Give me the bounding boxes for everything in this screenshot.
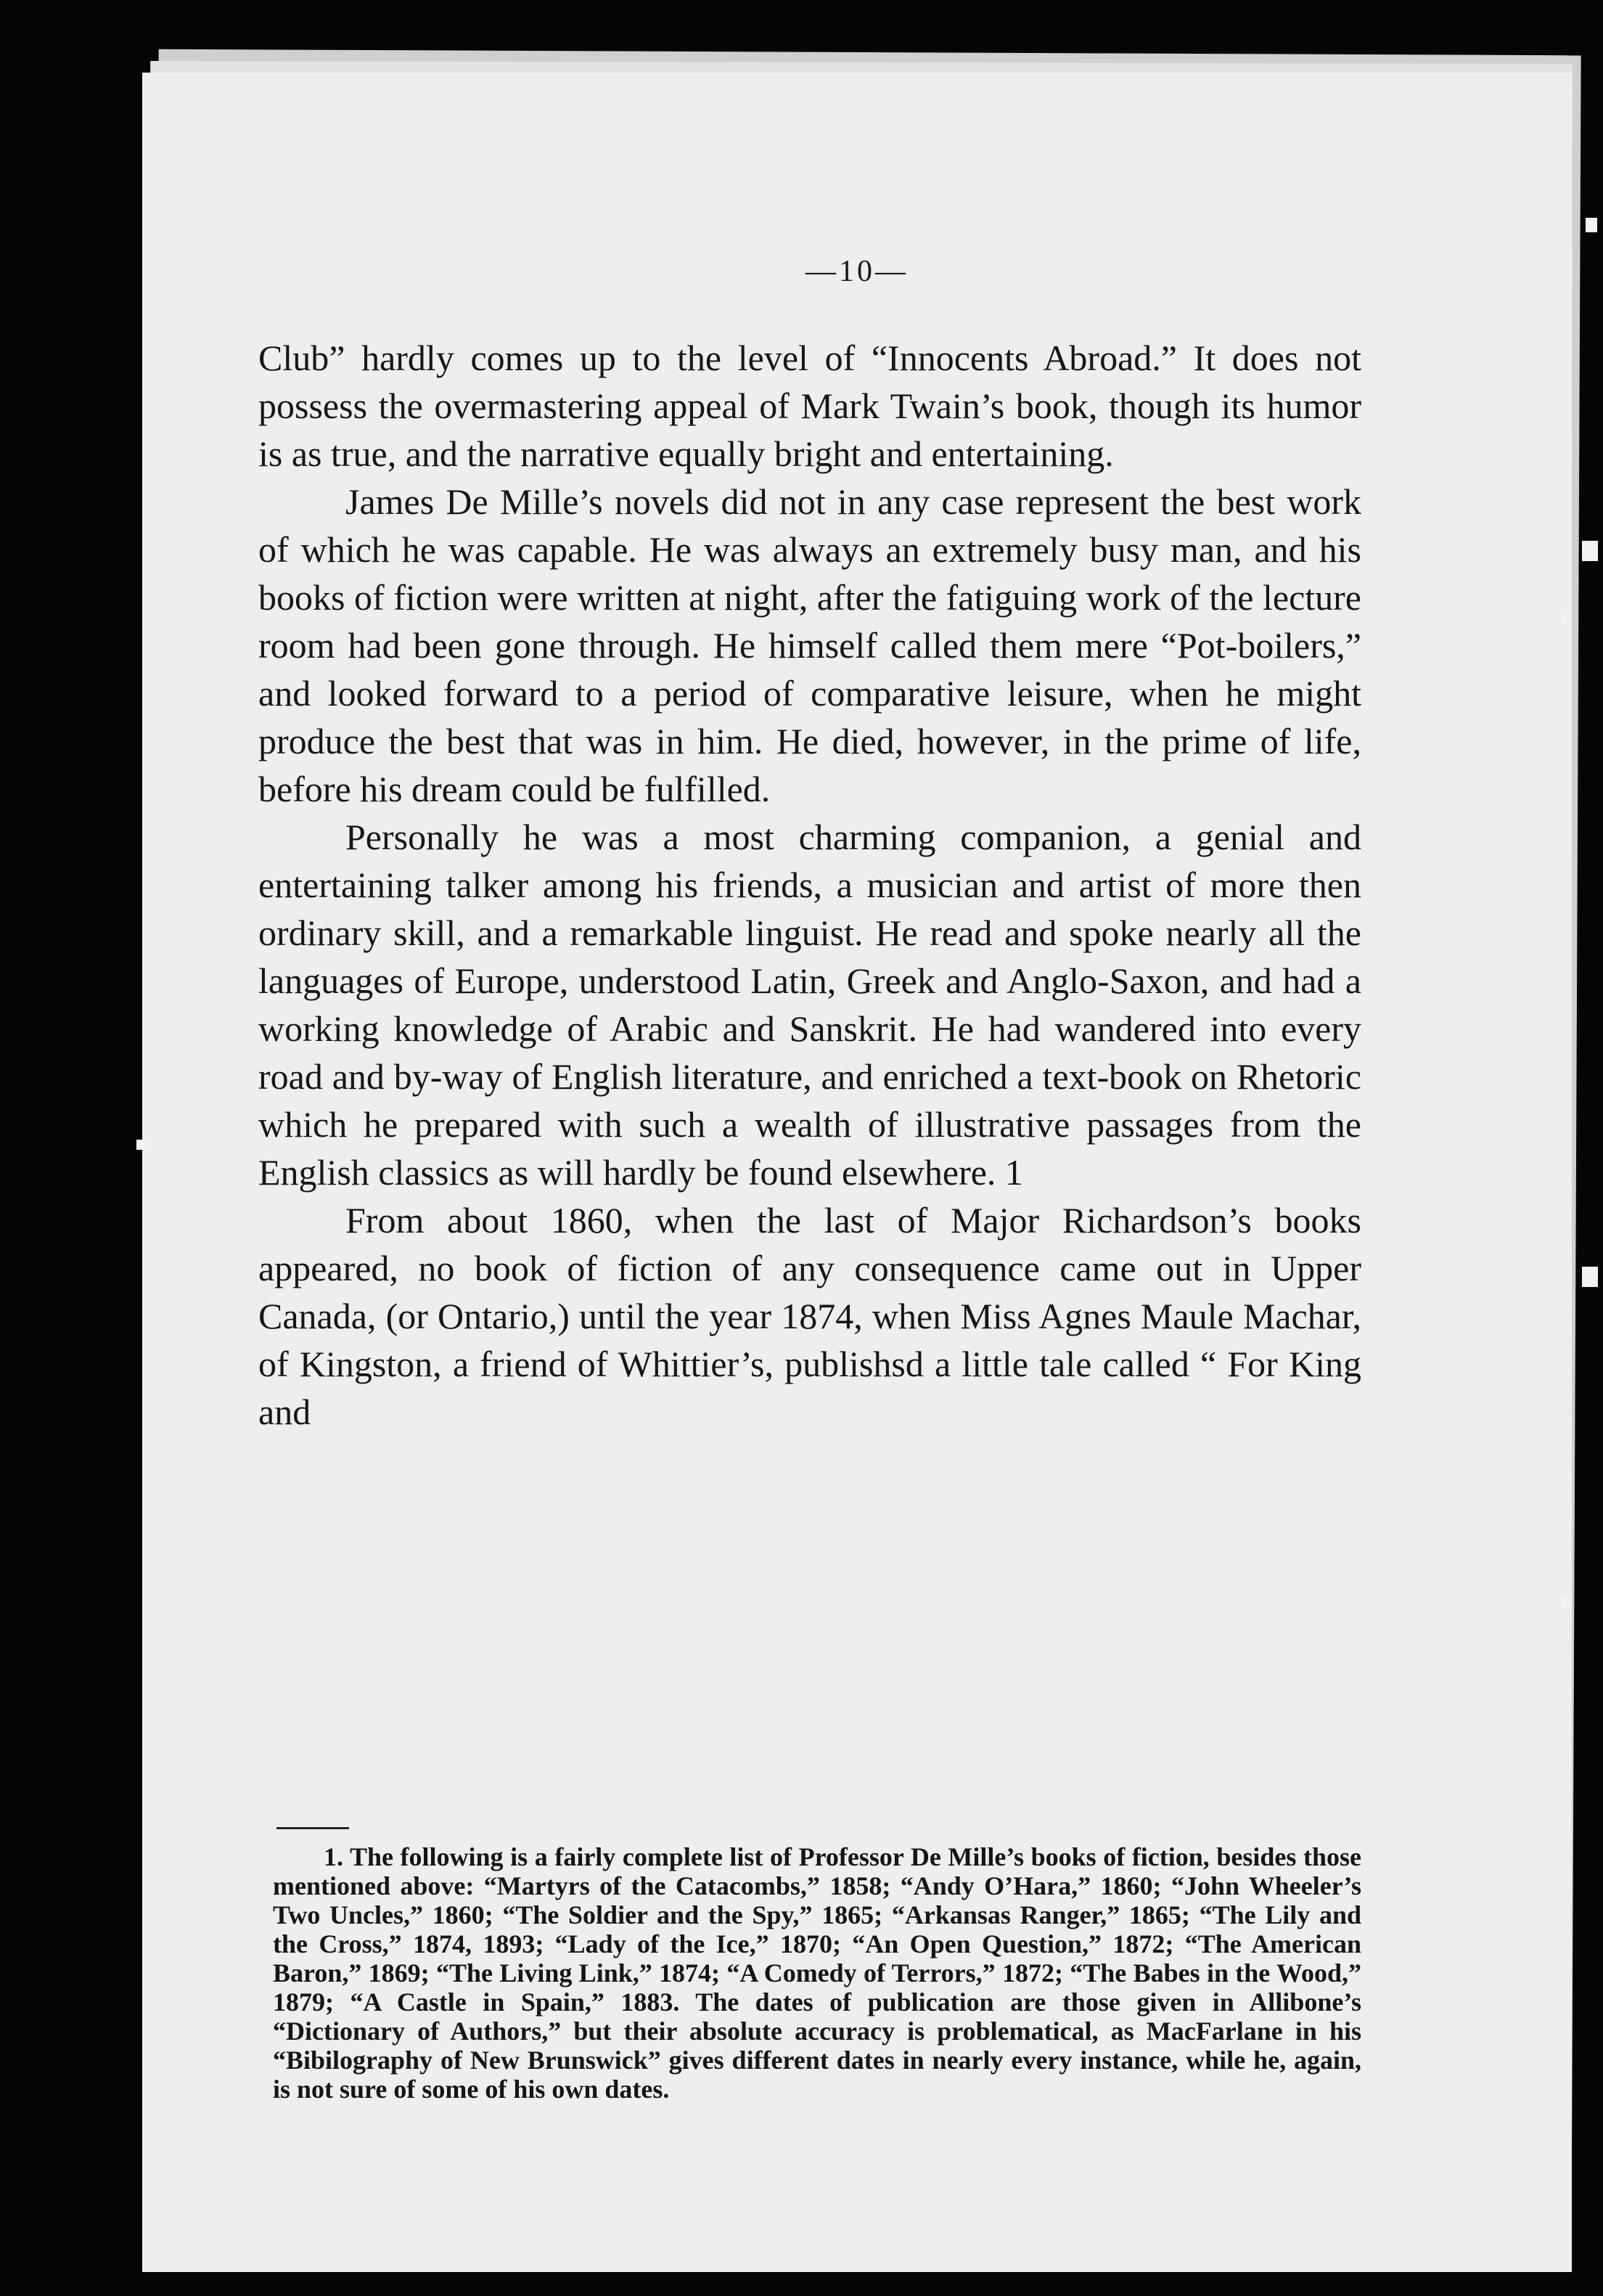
- paragraph: James De Mille’s novels did not in any case represent the best work of which he was capable. He was always an extremely busy man, and his books of fiction were written at night, after the fatiguing work of the lecture room had been gone through. He himself called them mere “Pot-boilers,” and looked forward to a period of comparative leisure, when he might produce the best that was in him. He died, however, in the prime of life, before his dream could be fulfilled.: [258, 481, 1361, 809]
- scan-artifact: [1560, 1597, 1566, 1609]
- scan-artifact: [136, 1140, 147, 1150]
- paragraph-continued: Club” hardly comes up to the level of “Innocents Abroad.” It does not possess the overmastering appeal of Mark Twain’s book, though its humor is as true, and the narrative equally bright and entertaining.: [258, 338, 1361, 474]
- paragraph: Personally he was a most charming companion, a genial and entertaining talker among his friends, a musician and artist of more then ordinary skill, and a remarkable linguist. He read and spoke nearly all the languages of Europe, understood Latin, Greek and Anglo-Saxon, and had a working knowledge of Arabic and Sanskrit. He had wandered into every road and by-way of English literature, and enriched a text-book on Rhetoric which he prepared with such a wealth of illustrative passages from the English classics as will hardly be found elsewhere. 1: [258, 817, 1361, 1193]
- page-number: —10—: [805, 255, 909, 288]
- footnote: 1. The following is a fairly complete list of Professor De Mille’s books of fiction, besides those mentioned above: “Martyrs of the Catacombs,” 1858; “Andy O’Hara,” 1860; “John Wheeler’s Two Uncles,” 1860; “The Soldier and the Spy,” 1865; “Arkansas Ranger,” 1865; “The Lily and the Cross,” 1874, 1893; “Lady of the Ice,” 1870; “An Open Question,” 1872; “The American Baron,” 1869; “The Living Link,” 1874; “A Comedy of Terrors,” 1872; “The Babes in the Wood,” 1879; “A Castle in Spain,” 1883. The dates of publication are those given in Allibone’s “Dictionary of Authors,” but their absolute accuracy is problematical, as MacFarlane in his “Bibilography of New Brunswick” gives different dates in nearly every instance, while he, again, is not sure of some of his own dates.: [273, 1842, 1361, 2104]
- scan-artifact: [1582, 541, 1598, 561]
- scan-artifact: [1586, 218, 1597, 232]
- scan-artifact: [1582, 1267, 1598, 1287]
- body-text: [258, 334, 1361, 1436]
- paragraph: From about 1860, when the last of Major Richardson’s books appeared, no book of fiction of any consequence came out in Upper Canada, (or Ontario,) until the year 1874, when Miss Agnes Maule Machar, of Kingston, a friend of Whittier’s, publishsd a little tale called “ For King and: [258, 1200, 1361, 1432]
- footnote-rule: [276, 1827, 349, 1829]
- scan-artifact: [1560, 610, 1566, 624]
- book-page: [142, 73, 1572, 2272]
